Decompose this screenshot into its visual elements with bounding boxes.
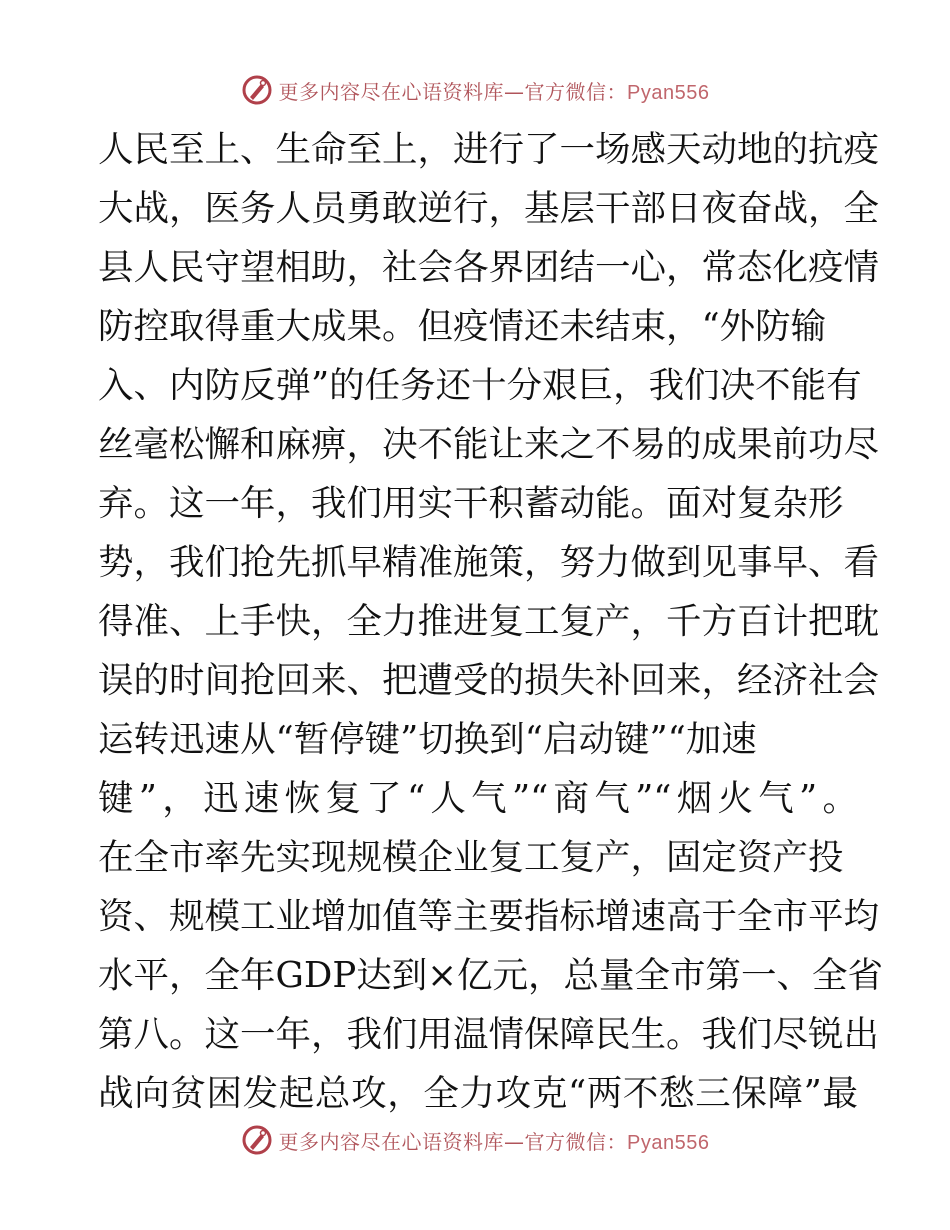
footer-wechat-id: Pyan556 [627,1131,710,1154]
body-line: 人民至上、生命至上，进行了一场感天动地的抗疫 [98,129,880,170]
footer-banner-main: 更多内容尽在心语资料库 [278,1129,505,1154]
body-line: 防控取得重大成果。但疫情还未结束，“外防输 [98,306,827,347]
body-line: 得准、上手快，全力推进复工复产，千方百计把耽 [98,601,880,642]
header-banner-main: 更多内容尽在心语资料库 [278,79,505,104]
body-line: 误的时间抢回来、把遭受的损失补回来，经济社会 [98,660,880,701]
body-line: 县人民守望相助，社会各界团结一心，常态化疫情 [98,247,880,288]
pen-circle-icon [241,1124,273,1156]
footer-banner-text [279,1126,710,1155]
header-wechat-id: Pyan556 [627,81,710,104]
header-banner-separator: — [504,79,525,104]
body-line: 第八。这一年，我们用温情保障民生。我们尽锐出 [98,1014,880,1055]
body-line: 势，我们抢先抓早精准施策，努力做到见事早、看 [98,542,880,583]
header-banner-text [279,76,710,105]
body-line: 运转迅速从“暂停键”切换到“启动键”“加速 [98,719,757,760]
document-body [98,120,883,1123]
body-line: 弃。这一年，我们用实干积蓄动能。面对复杂形 [98,483,844,524]
body-line: 在全市率先实现规模企业复工复产，固定资产投 [98,837,844,878]
body-line: 水平，全年GDP达到×亿元，总量全市第一、全省 [98,955,883,996]
footer-wechat-label: 官方微信： [524,1129,628,1154]
header-wechat-label: 官方微信： [524,79,628,104]
body-line: 资、规模工业增加值等主要指标增速高于全市平均 [98,896,880,937]
body-line: 战向贫困发起总攻，全力攻克“两不愁三保障”最 [98,1073,858,1114]
pen-circle-icon [241,74,273,106]
header-banner [0,70,950,110]
footer-banner [0,1120,950,1160]
body-line: 键”，迅速恢复了“人气”“商气”“烟火气”。 [98,778,858,819]
body-line: 大战，医务人员勇敢逆行，基层干部日夜奋战，全 [98,188,880,229]
body-line: 入、内防反弹”的任务还十分艰巨，我们决不能有 [98,365,862,406]
body-line: 丝毫松懈和麻痹，决不能让来之不易的成果前功尽 [98,424,880,465]
footer-banner-separator: — [504,1129,525,1154]
